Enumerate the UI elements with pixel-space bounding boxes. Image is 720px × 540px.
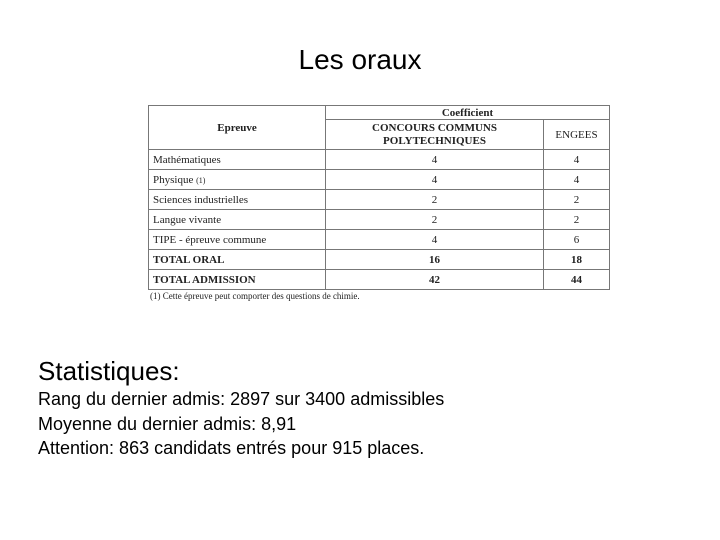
- total-admission-row: [149, 270, 610, 290]
- row-label: [149, 150, 326, 170]
- total-oral-ccp: 16: [326, 250, 544, 270]
- row-label: [149, 170, 326, 190]
- engees-coefficient: 2: [544, 190, 610, 210]
- coefficient-table: [148, 105, 610, 290]
- total-admission-ccp: 42: [326, 270, 544, 290]
- table-row: [149, 230, 610, 250]
- table-row: [149, 190, 610, 210]
- header-engees: ENGEES: [544, 120, 610, 150]
- table-footnote: (1) Cette épreuve peut comporter des questions de chimie.: [150, 291, 360, 301]
- table-row: [149, 210, 610, 230]
- epreuve-name: Langue vivante: [153, 213, 222, 226]
- stats-heading: Statistiques:: [38, 356, 180, 386]
- epreuve-name: Physique: [153, 173, 194, 186]
- epreuve-name: TIPE - épreuve commune: [153, 233, 267, 246]
- ccp-coefficient: 4: [326, 230, 544, 250]
- footnote-marker: (1): [196, 175, 206, 185]
- header-ccp: [326, 120, 544, 150]
- header-ccp-line1: CONCOURS COMMUNS: [372, 121, 497, 134]
- header-coefficient: Coefficient: [326, 106, 610, 120]
- epreuve-name: Mathématiques: [153, 153, 221, 166]
- table-row: [149, 150, 610, 170]
- total-oral-label: TOTAL ORAL: [149, 250, 326, 270]
- row-label: [149, 210, 326, 230]
- stats-line: Moyenne du dernier admis: 8,91: [38, 414, 297, 434]
- total-admission-label: TOTAL ADMISSION: [149, 270, 326, 290]
- engees-coefficient: 6: [544, 230, 610, 250]
- engees-coefficient: 4: [544, 170, 610, 190]
- epreuve-name: Sciences industrielles: [153, 193, 249, 206]
- ccp-coefficient: 2: [326, 210, 544, 230]
- header-ccp-line2: POLYTECHNIQUES: [383, 134, 486, 147]
- stats-line: Attention: 863 candidats entrés pour 915 places.: [38, 438, 425, 458]
- engees-coefficient: 2: [544, 210, 610, 230]
- ccp-coefficient: 4: [326, 150, 544, 170]
- ccp-coefficient: 4: [326, 170, 544, 190]
- row-label: [149, 190, 326, 210]
- engees-coefficient: 4: [544, 150, 610, 170]
- total-oral-engees: 18: [544, 250, 610, 270]
- table-row: [149, 170, 610, 190]
- stats-line: Rang du dernier admis: 2897 sur 3400 admissibles: [38, 389, 445, 409]
- total-oral-row: [149, 250, 610, 270]
- ccp-coefficient: 2: [326, 190, 544, 210]
- total-admission-engees: 44: [544, 270, 610, 290]
- header-epreuve: Epreuve: [149, 106, 326, 150]
- row-label: [149, 230, 326, 250]
- slide-title: Les oraux: [298, 44, 422, 75]
- coefficient-table-image: [148, 105, 609, 303]
